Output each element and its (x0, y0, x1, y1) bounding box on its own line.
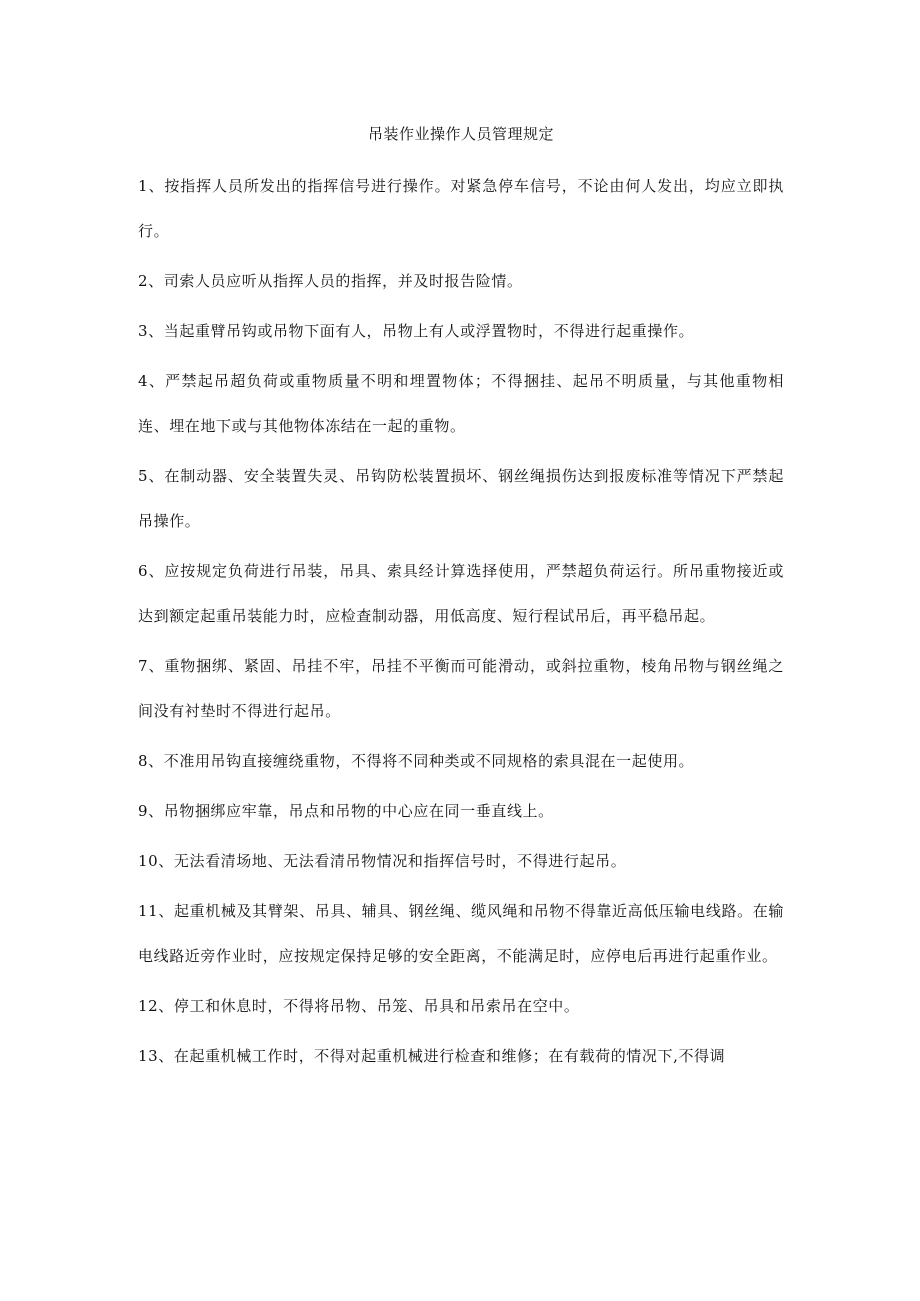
rule-9: 9、吊物捆绑应牢靠，吊点和吊物的中心应在同一垂直线上。 (138, 802, 554, 820)
rule-1: 1、按指挥人员所发出的指挥信号进行操作。对紧急停车信号，不论由何人发出，均应立即执行。 (138, 177, 784, 240)
rule-12: 12、停工和休息时，不得将吊物、吊笼、吊具和吊索吊在空中。 (138, 997, 580, 1015)
rule-6: 6、应按规定负荷进行吊装，吊具、索具经计算选择使用，严禁超负荷运行。所吊重物接近或达到额定起重吊装能力时，应检查制动器，用低高度、短行程试吊后，再平稳吊起。 (138, 562, 784, 625)
rule-3: 3、当起重臂吊钩或吊物下面有人，吊物上有人或浮置物时，不得进行起重操作。 (138, 322, 695, 340)
rules-list (138, 164, 784, 1079)
document-title: 吊装作业操作人员管理规定 (367, 125, 554, 143)
rule-10: 10、无法看清场地、无法看清吊物情况和指挥信号时，不得进行起吊。 (138, 852, 627, 870)
rule-8: 8、不准用吊钩直接缠绕重物，不得将不同种类或不同规格的索具混在一起使用。 (138, 752, 695, 770)
rule-7: 7、重物捆绑、紧固、吊挂不牢，吊挂不平衡而可能滑动，或斜拉重物，棱角吊物与钢丝绳之间没有衬垫时不得进行起吊。 (138, 657, 784, 720)
rule-11: 11、起重机械及其臂架、吊具、辅具、钢丝绳、缆风绳和吊物不得靠近高低压输电线路。在输电线路近旁作业时，应按规定保持足够的安全距离，不能满足时，应停电后再进行起重作业。 (138, 902, 784, 965)
rule-2: 2、司索人员应听从指挥人员的指挥，并及时报告险情。 (138, 272, 523, 290)
rule-5: 5、在制动器、安全装置失灵、吊钩防松装置损坏、钢丝绳损伤达到报废标准等情况下严禁起吊操作。 (138, 467, 784, 530)
rule-13: 13、在起重机械工作时，不得对起重机械进行检查和维修；在有载荷的情况下,不得调 (138, 1047, 726, 1065)
rule-4: 4、严禁起吊超负荷或重物质量不明和埋置物体；不得捆挂、起吊不明质量，与其他重物相连、埋在地下或与其他物体冻结在一起的重物。 (138, 372, 784, 435)
